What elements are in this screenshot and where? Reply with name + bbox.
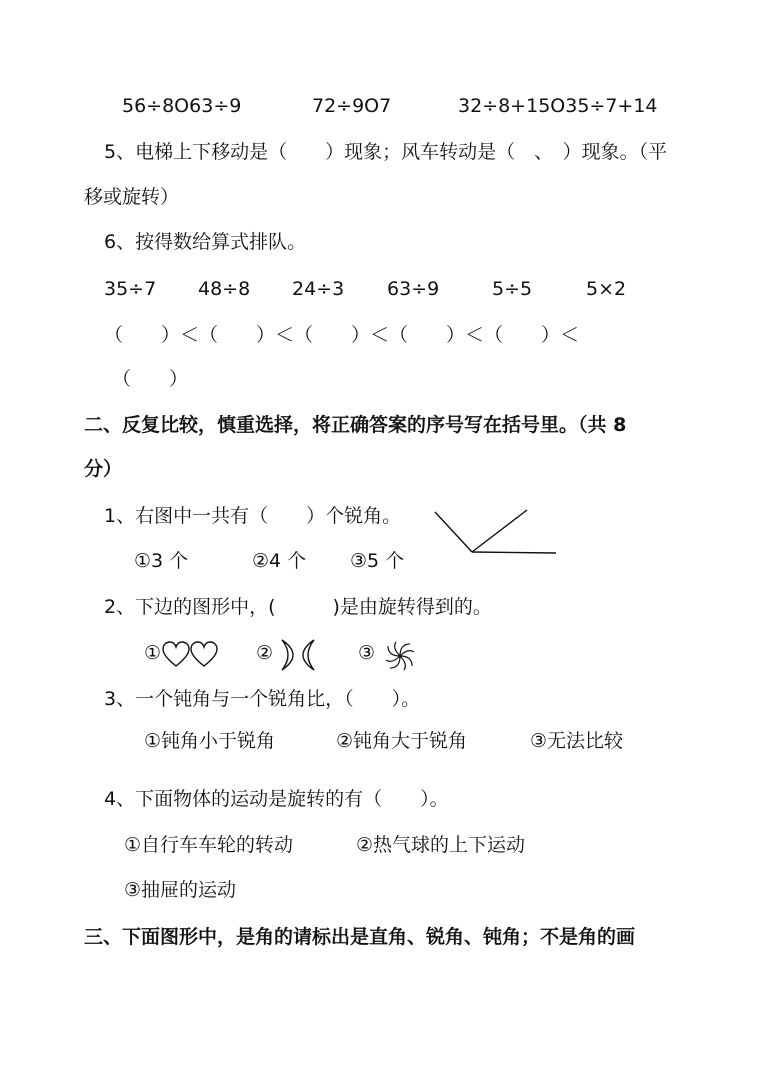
compare-expr-2: 72÷9O7 [312, 95, 392, 117]
order-blanks-line1: （ ）＜（ ）＜（ ）＜（ ）＜（ ）＜ [104, 324, 580, 346]
s2-q1-option: ②4 个 [252, 550, 307, 572]
order-blanks-line2: （ ） [112, 368, 189, 390]
hearts-icon [162, 641, 220, 669]
expr-item: 5×2 [586, 278, 627, 300]
s2-q2-label: ① [144, 642, 162, 664]
compare-expr-3: 32÷8+15O35÷7+14 [458, 95, 658, 117]
compare-expr-1: 56÷8O63÷9 [122, 95, 242, 117]
expr-item: 35÷7 [104, 278, 157, 300]
section-3-heading: 三、下面图形中，是角的请标出是直角、锐角、钝角；不是角的画 [84, 926, 636, 948]
s2-q3-option: ②钝角大于锐角 [336, 730, 468, 752]
s2-question-3: 3、一个钝角与一个锐角比，（ ）。 [104, 688, 421, 710]
s2-question-1: 1、右图中一共有（ ）个锐角。 [104, 505, 402, 527]
s2-question-2: 2、下边的图形中，( )是由旋转得到的。 [104, 596, 492, 618]
question-5-line1: 5、电梯上下移动是（ ）现象；风车转动是（ 、 ）现象。（平 [104, 141, 668, 163]
section-2-heading: 二、反复比较，慎重选择，将正确答案的序号写在括号里。（共 8 [84, 414, 627, 436]
angle-figure [430, 494, 560, 558]
s2-q3-option: ①钝角小于锐角 [144, 730, 276, 752]
question-5-line2: 移或旋转） [84, 186, 180, 208]
expr-item: 5÷5 [492, 278, 533, 300]
s2-q1-option: ①3 个 [134, 550, 189, 572]
section-2-heading-cont: 分） [84, 458, 123, 480]
moons-icon [280, 638, 316, 672]
s2-question-4: 4、下面物体的运动是旋转的有（ ）。 [104, 788, 449, 810]
s2-q4-option: ③抽屉的运动 [124, 879, 237, 901]
s2-q1-option: ③5 个 [350, 550, 405, 572]
question-6-title: 6、按得数给算式排队。 [104, 231, 307, 253]
s2-q2-label: ② [256, 642, 274, 664]
pinwheel-icon [384, 640, 416, 672]
expr-item: 63÷9 [387, 278, 440, 300]
expr-item: 48÷8 [198, 278, 251, 300]
s2-q4-option: ②热气球的上下运动 [356, 834, 526, 856]
expr-item: 24÷3 [292, 278, 345, 300]
s2-q4-option: ①自行车车轮的转动 [124, 834, 294, 856]
s2-q2-label: ③ [358, 642, 376, 664]
s2-q3-option: ③无法比较 [530, 730, 624, 752]
